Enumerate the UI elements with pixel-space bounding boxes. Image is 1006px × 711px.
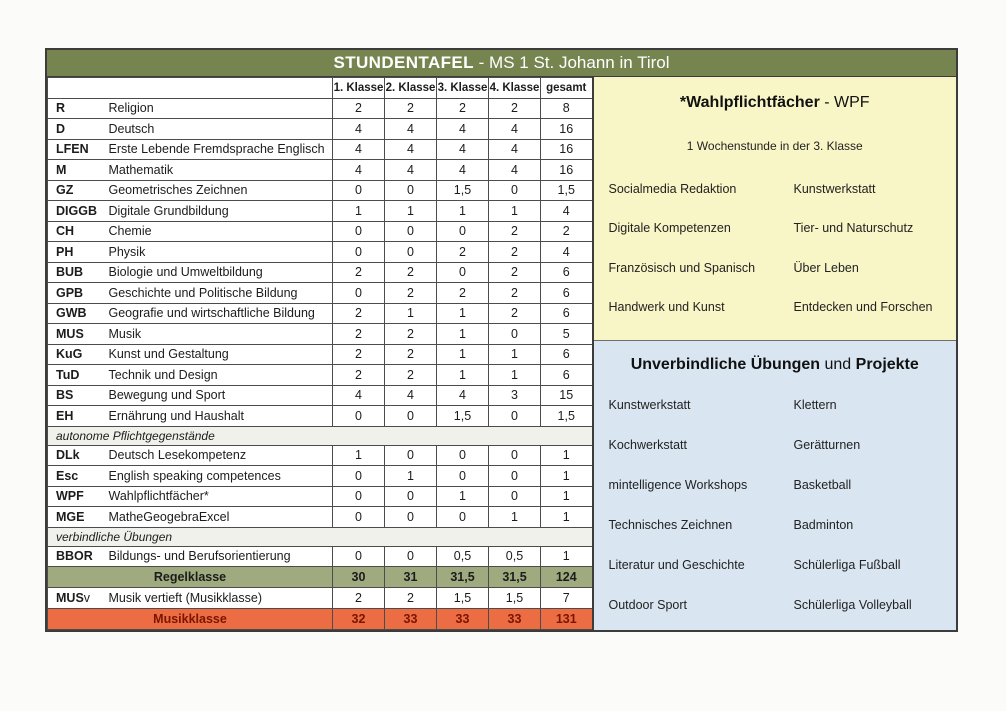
subject-hours: 1,5	[437, 180, 489, 201]
wpf-title-bold: *Wahlpflichtfächer	[679, 94, 820, 111]
subject-code: GWB	[48, 303, 103, 324]
subject-hours: 4	[437, 139, 489, 160]
subject-name: Musik vertieft (Musikklasse)	[103, 588, 333, 609]
panel-item-left: Kochwerkstatt	[608, 438, 688, 452]
subject-hours: 4	[333, 139, 385, 160]
subject-hours: 0	[385, 546, 437, 567]
subject-hours: 4	[385, 119, 437, 140]
table-row	[48, 262, 593, 283]
summary-value: 33	[489, 608, 541, 629]
section-label: autonome Pflichtgegenstände	[48, 426, 593, 445]
summary-label: Regelklasse	[48, 567, 333, 588]
panel-item-right: Gerätturnen	[793, 438, 861, 452]
subject-hours: 0	[333, 221, 385, 242]
subject-hours: 4	[489, 160, 541, 181]
subject-code: BBOR	[48, 546, 103, 567]
table-row	[48, 445, 593, 466]
subject-name: Geometrisches Zeichnen	[103, 180, 333, 201]
panel-item-left: Handwerk und Kunst	[608, 300, 725, 315]
uu-title-mid: und	[820, 356, 856, 373]
subject-hours: 0	[437, 507, 489, 528]
table-row	[48, 119, 593, 140]
subject-hours: 1	[489, 344, 541, 365]
subject-hours: 1	[385, 303, 437, 324]
table-header-row	[48, 78, 593, 99]
table-row	[48, 221, 593, 242]
section-row	[48, 527, 593, 546]
uu-title-bold1: Unverbindliche Übungen	[630, 356, 821, 373]
subject-hours: 1	[437, 324, 489, 345]
subject-hours: 5	[541, 324, 593, 345]
wpf-items	[594, 169, 957, 327]
subject-code: GPB	[48, 283, 103, 304]
subject-code: BS	[48, 385, 103, 406]
subject-hours: 0	[385, 507, 437, 528]
panel-item-left: Digitale Kompetenzen	[608, 221, 731, 236]
table-row	[48, 466, 593, 487]
subject-code: GZ	[48, 180, 103, 201]
subject-code: MUS	[48, 324, 103, 345]
subject-hours: 0	[333, 180, 385, 201]
subject-hours: 2	[333, 344, 385, 365]
table-row	[48, 303, 593, 324]
subject-hours: 1	[541, 507, 593, 528]
subject-hours: 4	[437, 385, 489, 406]
subject-hours: 2	[489, 283, 541, 304]
subject-hours: 0	[489, 466, 541, 487]
subject-hours: 0	[333, 507, 385, 528]
subject-hours: 2	[385, 365, 437, 386]
subject-hours: 4	[333, 385, 385, 406]
subject-hours: 0	[437, 466, 489, 487]
subject-name: Ernährung und Haushalt	[103, 406, 333, 427]
subject-hours: 1	[541, 466, 593, 487]
subject-hours: 16	[541, 160, 593, 181]
subject-hours: 1	[437, 344, 489, 365]
subject-hours: 4	[541, 242, 593, 263]
panel-item-right: Entdecken und Forschen	[793, 300, 933, 315]
subject-code: EH	[48, 406, 103, 427]
subject-hours: 0	[437, 262, 489, 283]
section-row	[48, 426, 593, 445]
uu-title-bold2: Projekte	[855, 356, 919, 373]
title-bar	[47, 50, 956, 77]
subject-hours: 4	[385, 139, 437, 160]
subject-code: M	[48, 160, 103, 181]
panel-item-left: Socialmedia Redaktion	[608, 181, 737, 196]
subject-table	[47, 77, 594, 630]
subject-hours: 0	[385, 221, 437, 242]
subject-code: PH	[48, 242, 103, 263]
subject-hours: 4	[489, 139, 541, 160]
subject-hours: 4	[437, 119, 489, 140]
subject-hours: 1,5	[489, 588, 541, 609]
subject-hours: 0,5	[437, 546, 489, 567]
subject-hours: 0	[385, 242, 437, 263]
subject-hours: 1	[385, 201, 437, 222]
subject-name: Mathematik	[103, 160, 333, 181]
subject-hours: 6	[541, 344, 593, 365]
subject-hours: 2	[437, 98, 489, 119]
subject-hours: 0	[333, 242, 385, 263]
subject-hours: 1	[541, 546, 593, 567]
table-row	[48, 365, 593, 386]
subject-hours: 0	[333, 283, 385, 304]
subject-code: MGE	[48, 507, 103, 528]
summary-value: 31,5	[489, 567, 541, 588]
col-header-gesamt: gesamt	[541, 78, 593, 99]
table-row	[48, 98, 593, 119]
subject-code: CH	[48, 221, 103, 242]
subject-code: Esc	[48, 466, 103, 487]
col-header-klasse1: 1. Klasse	[333, 78, 385, 99]
summary-label: Musikklasse	[48, 608, 333, 629]
summary-value: 33	[437, 608, 489, 629]
subject-hours: 2	[333, 303, 385, 324]
subject-hours: 0	[489, 486, 541, 507]
summary-row-regelklasse	[48, 567, 593, 588]
subject-name: Religion	[103, 98, 333, 119]
subject-hours: 0	[333, 486, 385, 507]
subject-hours: 1	[489, 365, 541, 386]
summary-value: 131	[541, 608, 593, 629]
subject-hours: 0,5	[489, 546, 541, 567]
subject-hours: 2	[489, 242, 541, 263]
summary-value: 33	[385, 608, 437, 629]
table-row	[48, 486, 593, 507]
panel-item-row	[594, 545, 957, 585]
subject-code: MUSv	[48, 588, 103, 609]
subject-hours: 0	[437, 221, 489, 242]
table-row	[48, 507, 593, 528]
subject-hours: 2	[333, 588, 385, 609]
summary-value: 32	[333, 608, 385, 629]
subject-hours: 8	[541, 98, 593, 119]
subject-code: R	[48, 98, 103, 119]
panel-item-row	[594, 169, 957, 209]
table-row	[48, 546, 593, 567]
table-row	[48, 139, 593, 160]
subject-hours: 2	[541, 221, 593, 242]
subject-code: LFEN	[48, 139, 103, 160]
subject-hours: 1	[437, 303, 489, 324]
subject-name: Bildungs- und Berufsorientierung	[103, 546, 333, 567]
subject-hours: 0	[385, 180, 437, 201]
table-row	[48, 588, 593, 609]
subject-hours: 1	[385, 466, 437, 487]
panel-item-left: Literatur und Geschichte	[608, 558, 745, 572]
subject-hours: 7	[541, 588, 593, 609]
subject-name: Geografie und wirtschaftliche Bildung	[103, 303, 333, 324]
subject-hours: 6	[541, 262, 593, 283]
subject-hours: 2	[333, 262, 385, 283]
wpf-panel	[594, 77, 957, 341]
subject-name: Wahlpflichtfächer*	[103, 486, 333, 507]
subject-hours: 0	[385, 486, 437, 507]
subject-hours: 1	[541, 445, 593, 466]
panel-item-row	[594, 585, 957, 625]
subject-hours: 0	[489, 180, 541, 201]
subject-name: Musik	[103, 324, 333, 345]
subject-hours: 1	[437, 365, 489, 386]
subject-hours: 4	[489, 119, 541, 140]
panel-item-right: Kunstwerkstatt	[793, 181, 876, 196]
summary-value: 124	[541, 567, 593, 588]
table-row	[48, 242, 593, 263]
panel-item-left: Französisch und Spanisch	[608, 260, 756, 275]
subject-hours: 15	[541, 385, 593, 406]
subject-hours: 0	[437, 445, 489, 466]
subject-hours: 6	[541, 283, 593, 304]
subject-hours: 6	[541, 303, 593, 324]
section-label: verbindliche Übungen	[48, 527, 593, 546]
right-column	[594, 77, 957, 630]
subject-hours: 0	[489, 445, 541, 466]
subject-hours: 2	[385, 324, 437, 345]
subject-code: D	[48, 119, 103, 140]
subject-name: MatheGeogebraExcel	[103, 507, 333, 528]
subject-hours: 1	[437, 486, 489, 507]
subject-code: WPF	[48, 486, 103, 507]
panel-item-right: Badminton	[793, 518, 854, 532]
subject-hours: 4	[333, 160, 385, 181]
uu-panel-title	[594, 341, 957, 375]
subject-hours: 4	[437, 160, 489, 181]
page-title: STUNDENTAFEL	[333, 53, 474, 72]
uu-items	[594, 385, 957, 625]
header-empty-cell	[48, 78, 333, 99]
panel-item-right: Schülerliga Volleyball	[793, 598, 912, 612]
subject-hours: 2	[437, 242, 489, 263]
subject-hours: 2	[385, 588, 437, 609]
subject-hours: 16	[541, 139, 593, 160]
subject-hours: 4	[541, 201, 593, 222]
uu-panel	[594, 341, 957, 630]
wpf-panel-title	[594, 77, 957, 113]
subject-name: Technik und Design	[103, 365, 333, 386]
subject-hours: 1,5	[541, 406, 593, 427]
subject-hours: 2	[489, 303, 541, 324]
panel-item-row	[594, 248, 957, 288]
subject-name: Erste Lebende Fremdsprache Englisch	[103, 139, 333, 160]
subject-hours: 2	[489, 262, 541, 283]
wpf-panel-subtitle: 1 Wochenstunde in der 3. Klasse	[686, 139, 863, 153]
panel-item-left: mintelligence Workshops	[608, 478, 748, 492]
subject-hours: 2	[437, 283, 489, 304]
subject-hours: 0	[385, 406, 437, 427]
subject-name: Digitale Grundbildung	[103, 201, 333, 222]
subject-hours: 0	[489, 406, 541, 427]
panel-item-left: Outdoor Sport	[608, 598, 688, 612]
subject-hours: 4	[385, 385, 437, 406]
subject-name: Deutsch	[103, 119, 333, 140]
subject-hours: 0	[333, 406, 385, 427]
col-header-klasse2: 2. Klasse	[385, 78, 437, 99]
subject-name: Geschichte und Politische Bildung	[103, 283, 333, 304]
subject-hours: 1,5	[437, 406, 489, 427]
subject-hours: 0	[489, 324, 541, 345]
panel-item-right: Basketball	[793, 478, 852, 492]
panel-item-row	[594, 385, 957, 425]
table-row	[48, 406, 593, 427]
subject-code: TuD	[48, 365, 103, 386]
table-row	[48, 283, 593, 304]
subject-name: Chemie	[103, 221, 333, 242]
subject-hours: 1	[541, 486, 593, 507]
content-area	[47, 77, 956, 630]
subject-table-body	[48, 98, 593, 629]
table-row	[48, 201, 593, 222]
subject-name: Physik	[103, 242, 333, 263]
subject-hours: 4	[333, 119, 385, 140]
col-header-klasse3: 3. Klasse	[437, 78, 489, 99]
panel-item-row	[594, 425, 957, 465]
subject-hours: 2	[385, 98, 437, 119]
col-header-klasse4: 4. Klasse	[489, 78, 541, 99]
subject-hours: 2	[333, 98, 385, 119]
subject-name: Bewegung und Sport	[103, 385, 333, 406]
subject-hours: 1	[333, 201, 385, 222]
panel-item-row	[594, 505, 957, 545]
subject-hours: 4	[385, 160, 437, 181]
table-row	[48, 385, 593, 406]
panel-item-row	[594, 209, 957, 249]
subject-hours: 1	[489, 201, 541, 222]
subject-hours: 2	[333, 365, 385, 386]
subject-hours: 1	[437, 201, 489, 222]
subject-hours: 2	[489, 221, 541, 242]
panel-item-right: Tier- und Naturschutz	[793, 221, 914, 236]
panel-item-right: Über Leben	[793, 260, 859, 275]
subject-hours: 1	[333, 445, 385, 466]
subject-hours: 2	[385, 344, 437, 365]
subject-hours: 0	[385, 445, 437, 466]
panel-item-left: Kunstwerkstatt	[608, 398, 691, 412]
summary-row-musikklasse	[48, 608, 593, 629]
subject-code: KuG	[48, 344, 103, 365]
subject-hours: 3	[489, 385, 541, 406]
table-row	[48, 180, 593, 201]
subject-name: Biologie und Umweltbildung	[103, 262, 333, 283]
stundentafel-sheet	[45, 48, 958, 632]
subject-hours: 2	[489, 98, 541, 119]
subject-code: DLk	[48, 445, 103, 466]
subject-hours: 1	[489, 507, 541, 528]
page-title-suffix: - MS 1 St. Johann in Tirol	[473, 53, 670, 72]
subject-hours: 0	[333, 466, 385, 487]
subject-name: English speaking competences	[103, 466, 333, 487]
subject-hours: 16	[541, 119, 593, 140]
summary-value: 30	[333, 567, 385, 588]
panel-item-right: Schülerliga Fußball	[793, 558, 901, 572]
table-row	[48, 324, 593, 345]
panel-item-row	[594, 288, 957, 328]
table-row	[48, 160, 593, 181]
subject-hours: 0	[333, 546, 385, 567]
panel-item-row	[594, 465, 957, 505]
subject-hours: 2	[333, 324, 385, 345]
subject-hours: 2	[385, 262, 437, 283]
subject-code: DIGGB	[48, 201, 103, 222]
subject-hours: 2	[385, 283, 437, 304]
subject-code: BUB	[48, 262, 103, 283]
subject-name: Deutsch Lesekompetenz	[103, 445, 333, 466]
subject-hours: 1,5	[541, 180, 593, 201]
summary-value: 31	[385, 567, 437, 588]
summary-value: 31,5	[437, 567, 489, 588]
panel-item-left: Technisches Zeichnen	[608, 518, 733, 532]
subject-hours: 6	[541, 365, 593, 386]
panel-item-right: Klettern	[793, 398, 837, 412]
table-row	[48, 344, 593, 365]
subject-hours: 1,5	[437, 588, 489, 609]
wpf-title-rest: - WPF	[819, 94, 870, 111]
subject-name: Kunst und Gestaltung	[103, 344, 333, 365]
